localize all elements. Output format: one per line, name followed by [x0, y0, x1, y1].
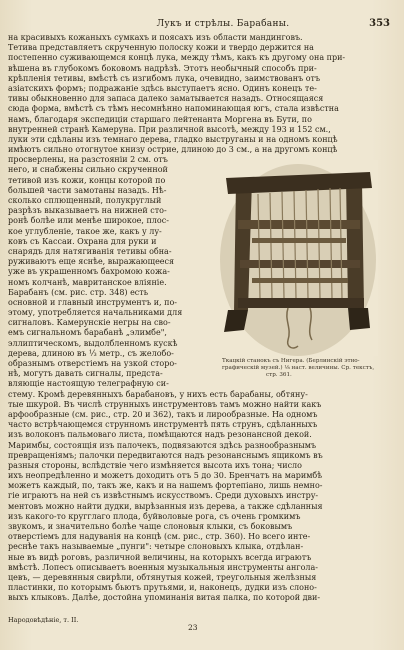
body-top-block: [8, 33, 365, 165]
text-line: этому, употребляется начальниками для: [8, 308, 183, 318]
text-line: нѣ, могутъ давать сигналы, предста-: [8, 369, 163, 379]
text-line: сюда форма, вмѣстѣ съ тѣмъ несомнѣнно напоминающая югъ, стала извѣстна: [8, 104, 339, 114]
text-line: него, и снабжены сильно скрученной: [8, 165, 168, 175]
text-line: ные въ видѣ роговъ, различной величины, на которыхъ всегда играютъ: [8, 552, 312, 562]
text-line: пластинки, по которымъ бьютъ прутьями, и, наконецъ, дудки изъ слоно-: [8, 583, 317, 593]
text-line: Тетива представляетъ скрученную полоску кожи и твердо держится на: [8, 43, 314, 53]
text-line: звукомъ, и значительно болѣе чаще слоновыя клыки, съ боковымъ: [8, 522, 293, 531]
text-line: арфообразные (см. рис., стр. 20 и 362), такъ и лирообразные. На одномъ: [8, 409, 318, 419]
text-line: ихъ неопредѣленно и можетъ доходить отъ 5 до 30. Бренчатъ на маримбѣ: [8, 471, 323, 481]
text-line: кое углубленіе, такое же, какъ у лу-: [8, 226, 162, 236]
text-line: имѣютъ сильно отогнутое книзу острие, длиною до 3 см., а на другомъ концѣ: [8, 145, 338, 155]
text-line: вмѣстѣ. Лопесъ описываетъ военныя музыкальныя инструменты ангола-: [8, 562, 318, 572]
text-line: номъ колчанѣ, мавританское вліяніе.: [8, 277, 167, 287]
text-line: ментовъ можно найти дудки, вырѣзанныя изъ дерева, а также сдѣланныя: [8, 501, 323, 511]
text-line: основной и главный инструментъ и, по-: [8, 297, 177, 307]
text-line: дерева, длиною въ ⅓ метр., съ желобо-: [8, 348, 174, 358]
text-line: луки эти сдѣланы изъ темнаго дерева, гладко выструганы и на одномъ концѣ: [8, 134, 338, 144]
figure-caption: [222, 358, 378, 379]
text-line: реснѣе такъ называемые „пунги": четыре слоновыхъ клыка, отдѣлан-: [8, 542, 304, 552]
text-line: можетъ каждый, по, такъ же, какъ и на нашемъ фортепіано, лишь немно-: [8, 481, 323, 491]
loom-illustration: [218, 160, 378, 356]
text-line: цевъ, — деревянныя свирѣли, обтянутыя кожей, треугольныя желѣзныя: [8, 572, 317, 582]
text-line: азіатскихъ формъ; подражаніе здѣсь выступаетъ ясно. Одинъ конецъ те-: [8, 83, 317, 93]
text-line: разрѣзъ выказываетъ на нижней сто-: [8, 206, 167, 216]
text-line: вляющіе настоящую телеграфную си-: [8, 379, 169, 389]
text-line: внутренней странѣ Камеруна. При различной высотѣ, между 193 и 152 см.,: [8, 124, 331, 134]
footer-book-title: Народовѣдѣніе, т. II.: [8, 616, 79, 624]
loom-figure: [218, 160, 378, 356]
text-line: разныя стороны, вслѣдствіе чего измѣняется высота ихъ тона; число: [8, 460, 302, 470]
text-line: стему. Кромѣ деревянныхъ барабановъ, у нихъ есть барабаны, обтяну-: [8, 389, 308, 399]
text-line: сколько сплющенный, полукруглый: [8, 196, 162, 205]
text-line: выхъ клыковъ. Далѣе, достойна упоминанія витая палка, по которой дви-: [8, 593, 321, 603]
page-number: 353: [369, 18, 390, 29]
text-line: руживаютъ еще яснѣе, выражающееся: [8, 257, 175, 267]
caption-line: Ткацкій станокъ съ Нигера. (Берлинскій этно-: [222, 358, 360, 364]
page-header: [8, 17, 390, 31]
caption-line: графическій музей.) ⅛ наст. величины. Ср. текстъ,: [222, 365, 375, 371]
text-line: тетивой изъ кожи, концы которой по: [8, 175, 166, 185]
running-title: Лукъ и стрѣлы. Барабаны.: [156, 19, 290, 29]
text-line: большей части замотаны назадъ. Нѣ-: [8, 185, 167, 195]
text-line: эллиптическомъ, выдолбленномъ кускѣ: [8, 338, 178, 348]
text-line: тые шкурой. Въ числѣ струнныхъ инструментовъ тамъ можно найти какъ: [8, 399, 322, 409]
footer-signature: 23: [188, 623, 198, 632]
text-line: часто встрѣчающемся струнномъ инструментѣ пять струнъ, сдѣланныхъ: [8, 420, 318, 430]
text-line: вѣшена въ глубокомъ боковомъ надрѣзѣ. Этотъ необычный способъ при-: [8, 63, 317, 73]
text-line: образнымъ отверстіемъ на узкой сторо-: [8, 359, 177, 368]
text-line: отверстіемъ для надуванія на концѣ (см. рис., стр. 360). Но всего инте-: [8, 532, 311, 542]
text-line: превращеніямъ; палочки передвигаются надъ резонанснымъ ящикомъ въ: [8, 450, 323, 460]
text-line: емъ сигнальномъ барабанѣ „элимбе",: [8, 328, 167, 338]
text-line: ковъ съ Кассаи. Охрана для руки и: [8, 236, 157, 246]
text-line: изъ какого-то кругглаго плода, буйволовые рога, съ очень громкимъ: [8, 511, 301, 521]
text-line: намъ, благодаря экспедиціи старшаго лейтенанта Моргена въ Бути, по: [8, 114, 312, 124]
text-line: уже въ украшенномъ бахромою кожа-: [8, 267, 170, 277]
text-line: изъ волоконъ пальмоваго листа, помѣщаются надъ резонансной декой.: [8, 430, 312, 440]
text-line: гіе играютъ на ней съ извѣстнымъ искусствомъ. Среди духовыхъ инстру-: [8, 491, 319, 501]
text-line: просверлены, на разстояніи 2 см. отъ: [8, 155, 168, 165]
text-line: Маримбы, состоящія изъ палочекъ, подвязаются здѣсь разнообразнымъ: [8, 440, 317, 450]
text-line: Барабанъ (см. рис. стр. 348) есть: [8, 287, 149, 297]
body-bottom-block: [8, 390, 365, 604]
text-line: ронѣ болѣе или менѣе широкое, плос-: [8, 216, 169, 226]
text-line: снарядъ для натягиванія тетивы обна-: [8, 246, 172, 256]
caption-line: стр. 361.: [266, 372, 292, 378]
text-line: постепенно суживающемся концѣ лука, между тѣмъ, какъ къ другому она при-: [8, 53, 346, 63]
text-line: сигналовъ. Камерунскіе негры на сво-: [8, 318, 171, 328]
text-line: крѣпленія тетивы, вмѣстѣ съ изгибомъ лука, очевидно, заимствованъ отъ: [8, 73, 321, 83]
text-line: на красивыхъ кожаныхъ сумкахъ и поясахъ изъ области мандинговъ.: [8, 33, 303, 42]
text-line: тивы обыкновенно для запаса далеко заматывается назадъ. Относящаяся: [8, 94, 324, 104]
